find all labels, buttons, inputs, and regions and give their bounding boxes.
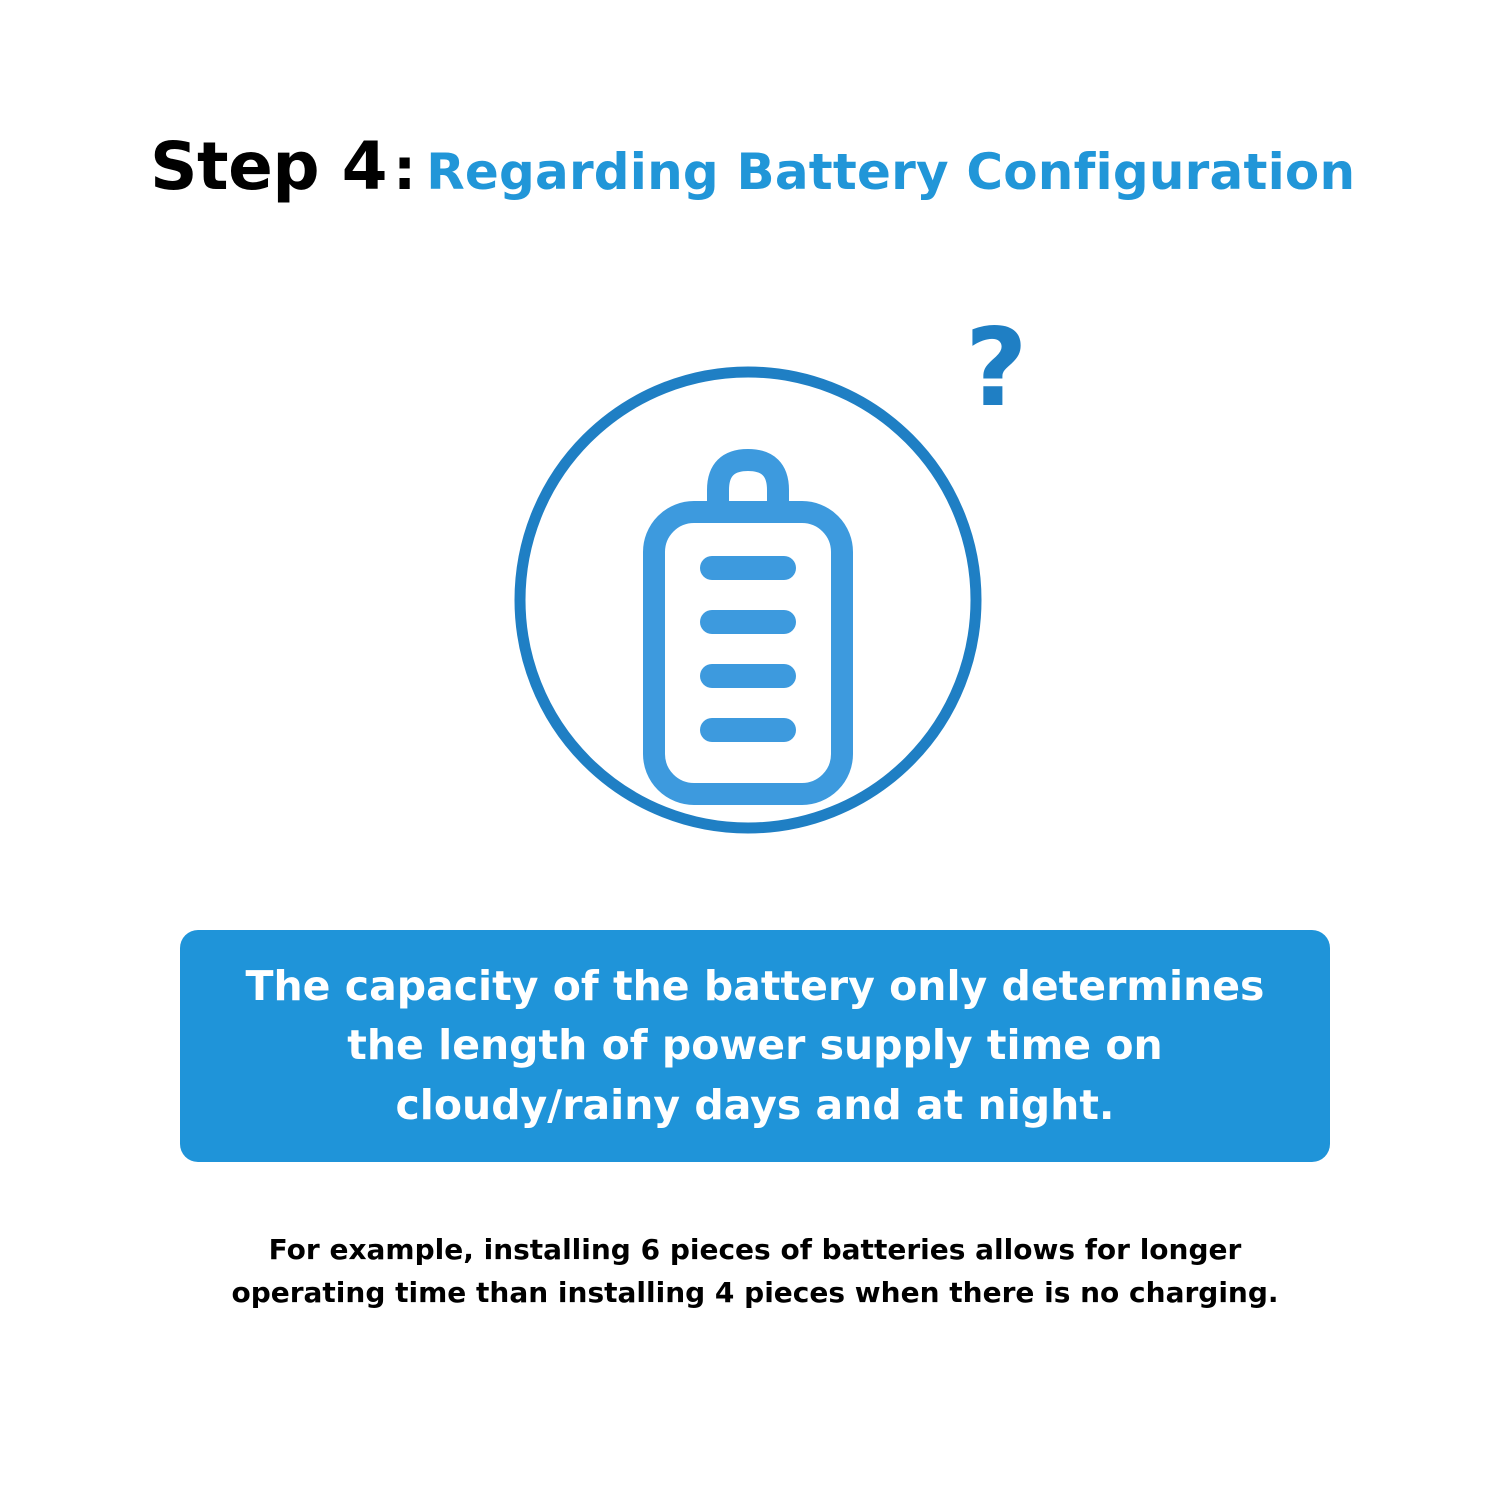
title-subtitle: Regarding Battery Configuration <box>426 143 1356 201</box>
question-mark-icon <box>965 306 1028 431</box>
callout-text: The capacity of the battery only determines the length of power supply time on cloudy/rainy days and at night. <box>245 961 1265 1129</box>
svg-text:?: ? <box>965 306 1028 431</box>
battery-icon <box>654 460 842 794</box>
title-colon: : <box>393 135 417 203</box>
callout-banner <box>180 930 1330 1162</box>
step-label: Step 4 <box>150 128 387 205</box>
page-title <box>150 128 1355 205</box>
battery-illustration <box>0 300 1500 880</box>
circle-outline-icon <box>520 372 976 828</box>
footnote-text: For example, installing 6 pieces of batteries allows for longer operating time than installing 4 pieces when there is no charging. <box>231 1233 1279 1310</box>
